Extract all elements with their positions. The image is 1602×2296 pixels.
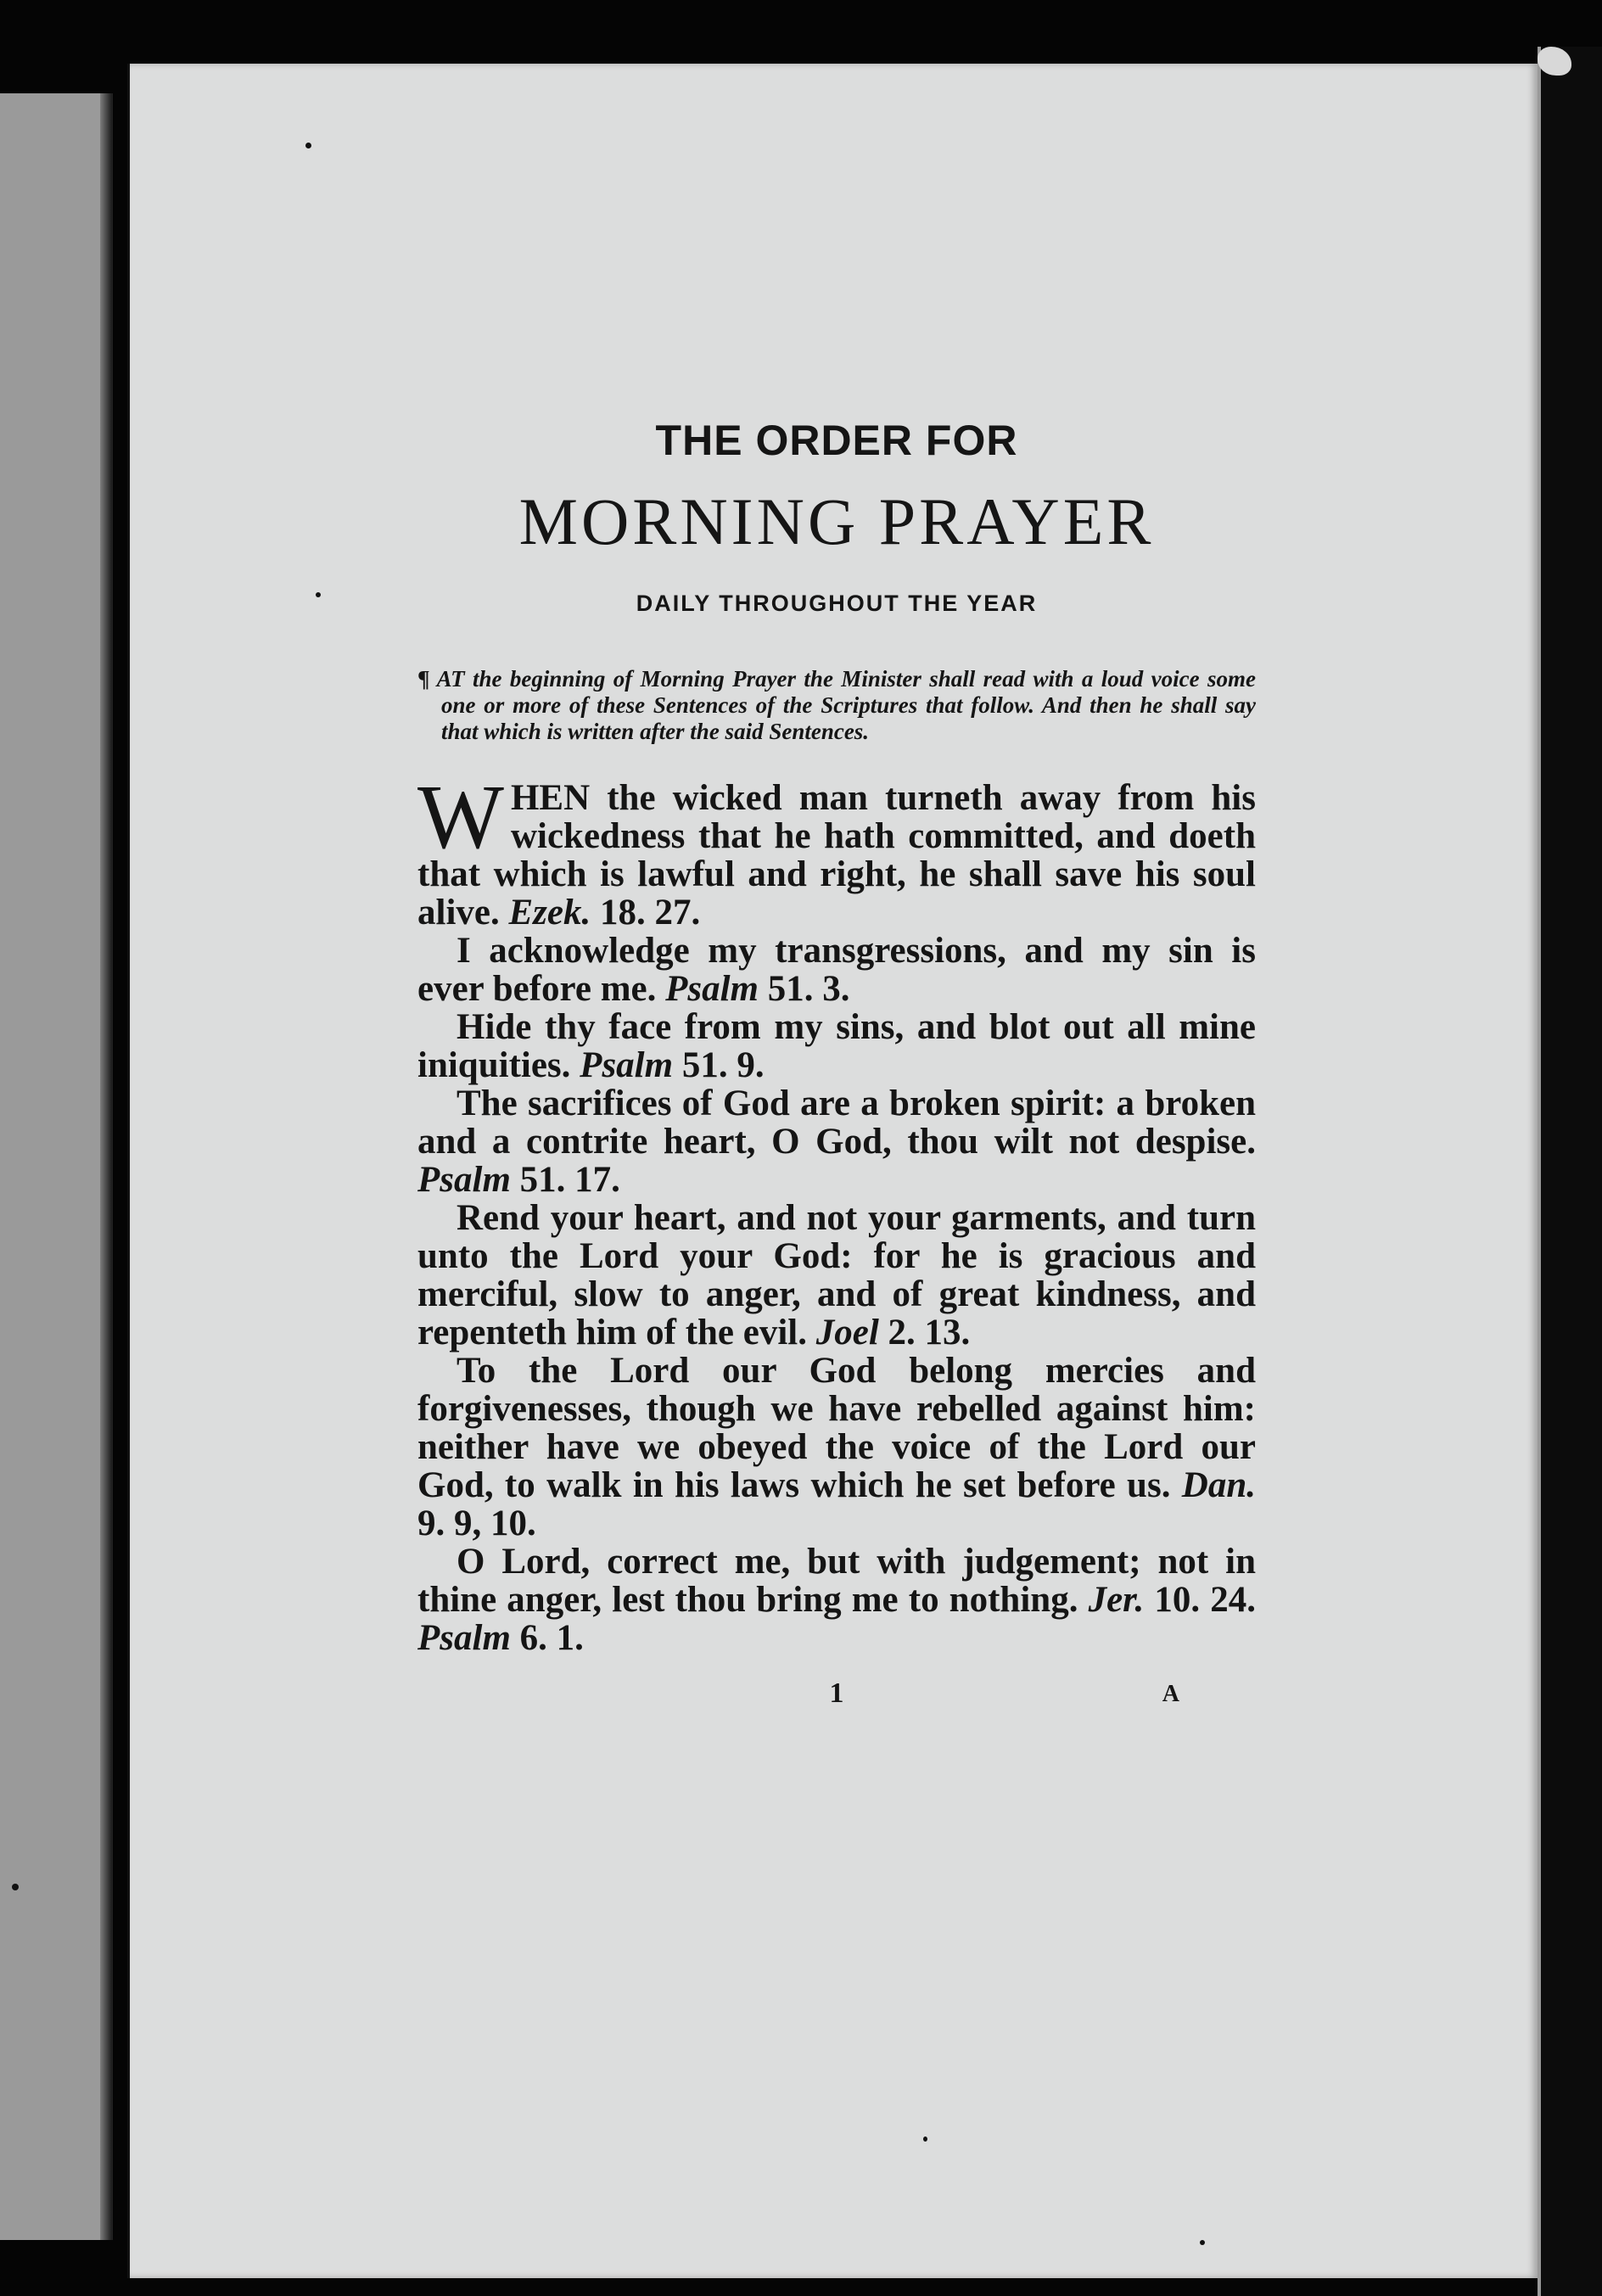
sentence-text: To the Lord our God belong mercies and forgivenesses, though we have rebelled against him: neither have we obeyed the voice of the Lord our God, to walk in his laws which he set before us.: [417, 1351, 1256, 1505]
page-content: [417, 416, 1256, 1720]
sentence-item: [417, 1543, 1256, 1657]
rubric-text: AT the beginning of Morning Prayer the Minister shall read with a loud voice some one or more of these Sentences of the Scriptures that follow. And then he shall say that which is written after the said Sentences.: [436, 666, 1256, 744]
page-title: MORNING PRAYER: [518, 484, 1155, 558]
citation-ref: 6. 1.: [519, 1618, 584, 1658]
sentence-text: HEN the wicked man turneth away from his wickedness that he hath committed, and doeth that which is lawful and right, he shall save his soul alive.: [417, 778, 1256, 932]
citation-book: Psalm: [417, 1618, 511, 1658]
citation-book: Psalm: [580, 1045, 674, 1085]
page-number: 1: [829, 1677, 844, 1709]
citation-book: Jer.: [1088, 1580, 1145, 1620]
sentence-item: [417, 1352, 1256, 1543]
page-footer: [417, 1677, 1256, 1720]
sentence-item: [417, 767, 1256, 932]
signature-mark: A: [1162, 1681, 1179, 1707]
citation-book: Ezek.: [508, 893, 591, 932]
pilcrow-icon: ¶: [417, 666, 430, 692]
citation-ref: 9. 9, 10.: [417, 1504, 536, 1543]
citation-book: Psalm: [665, 969, 759, 1009]
sentence-item: [417, 1199, 1256, 1352]
sentence-item: [417, 932, 1256, 1008]
sentence-text: Rend your heart, and not your garments, and turn unto the Lord your God: for he is gracious and merciful, slow to anger, and of great kindness, and repenteth him of the evil.: [417, 1198, 1256, 1352]
rubric-instruction: [417, 666, 1256, 745]
paper-speck: [12, 1884, 19, 1890]
drop-cap: W: [417, 767, 504, 868]
sentence-text: O Lord, correct me, but with judgement; not in thine anger, lest thou bring me to nothing.: [417, 1542, 1256, 1620]
citation-ref: 51. 3.: [767, 969, 850, 1009]
citation-book: Dan.: [1181, 1465, 1257, 1505]
sentence-text: The sacrifices of God are a broken spirit: a broken and a contrite heart, O God, thou wilt not despise.: [417, 1084, 1256, 1162]
page-subtitle: DAILY THROUGHOUT THE YEAR: [636, 591, 1038, 616]
citation-book: Psalm: [417, 1160, 511, 1200]
citation-ref: 51. 9.: [681, 1045, 765, 1085]
paper-speck: [305, 143, 311, 148]
citation-ref: 51. 17.: [519, 1160, 620, 1200]
citation-ref: 10. 24.: [1154, 1580, 1257, 1620]
paper-speck: [316, 592, 321, 597]
sentence-item: [417, 1084, 1256, 1199]
citation-book: Joel: [815, 1313, 879, 1352]
sentence-item: [417, 1008, 1256, 1084]
citation-ref: 18. 27.: [599, 893, 701, 932]
sentence-text: I acknowledge my transgressions, and my sin is ever before me.: [417, 931, 1256, 1009]
left-page-edge: [0, 93, 113, 2240]
sentences-list: [417, 767, 1257, 1658]
sentence-text: Hide thy face from my sins, and blot out all mine iniquities.: [417, 1007, 1256, 1085]
paper-speck: [1200, 2240, 1205, 2245]
right-page-edge: [1538, 47, 1602, 2296]
citation-ref: 2. 13.: [888, 1313, 971, 1352]
paper-speck: [923, 2136, 927, 2142]
order-for-heading: THE ORDER FOR: [655, 417, 1018, 464]
